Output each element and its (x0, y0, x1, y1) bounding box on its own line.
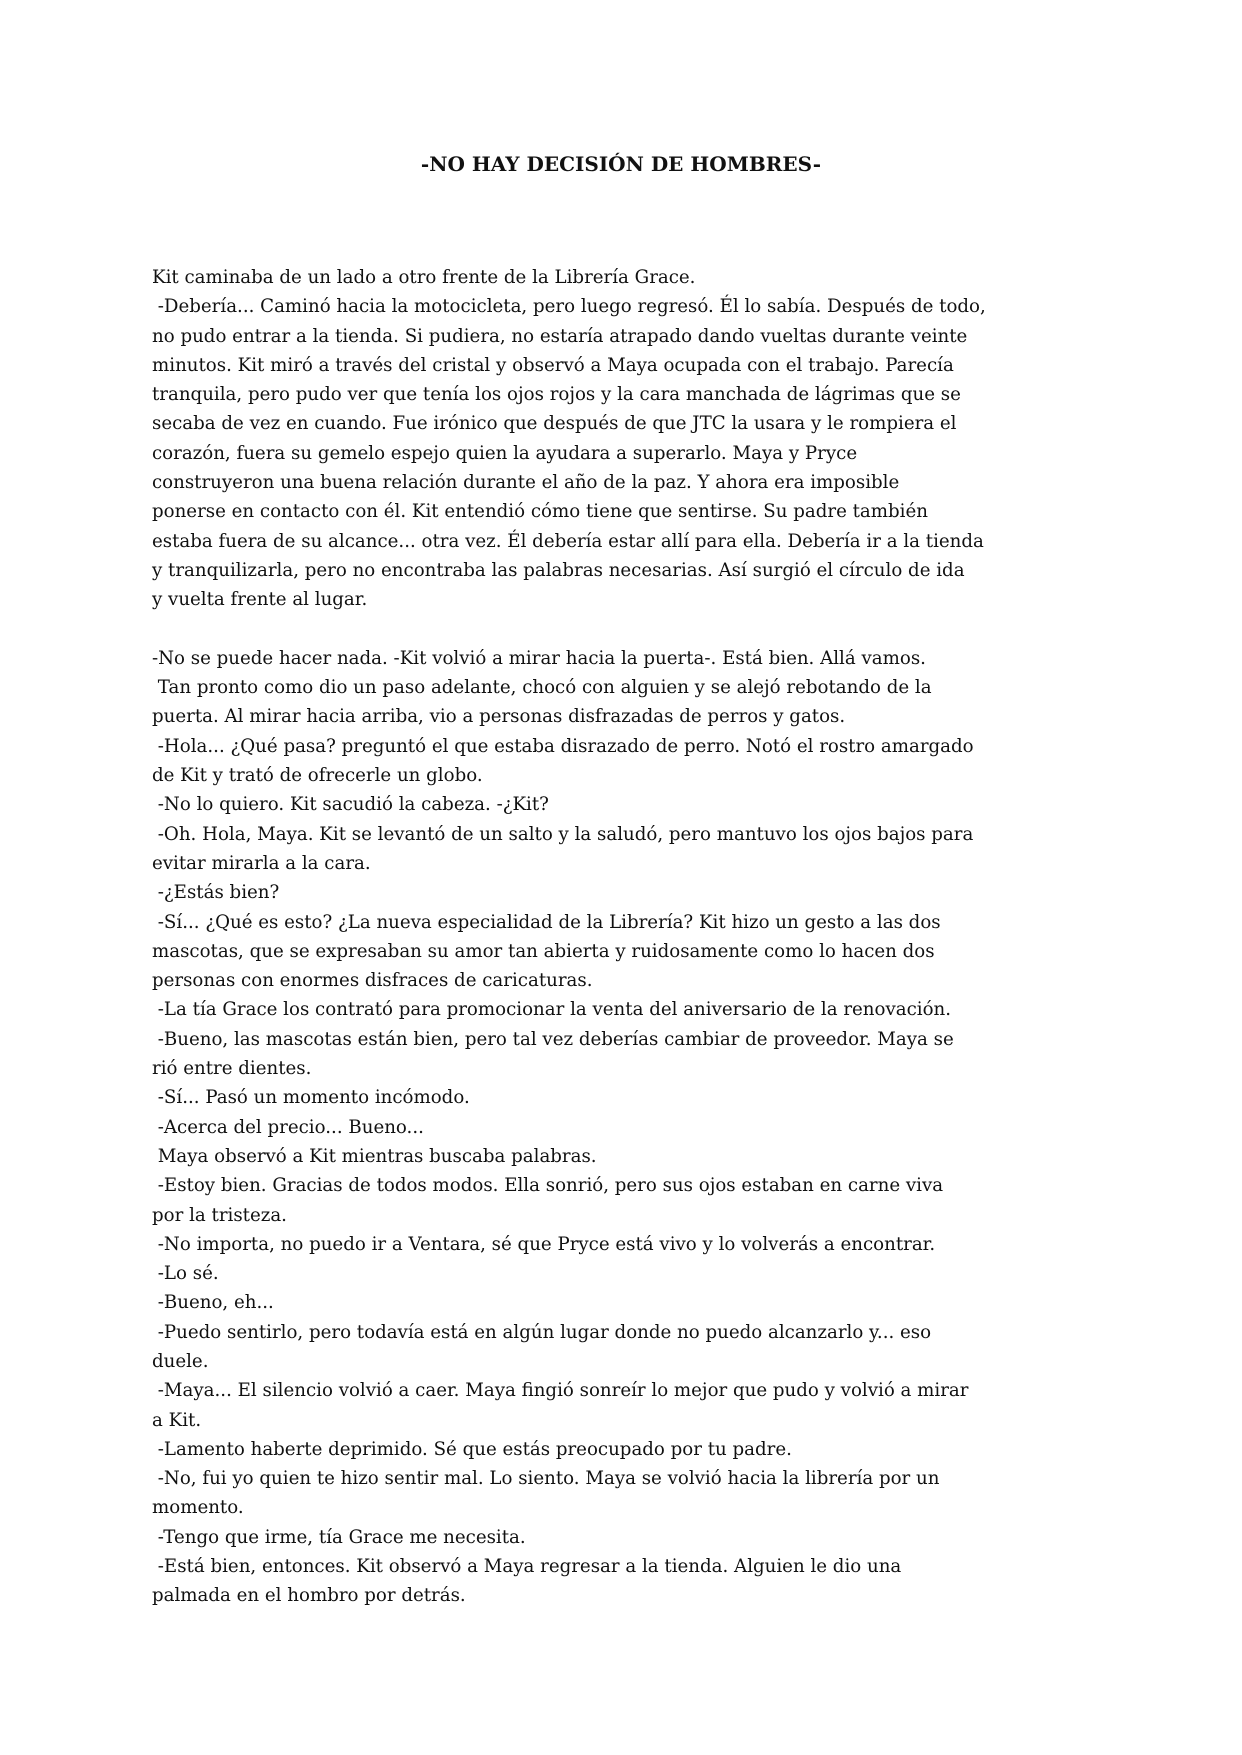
text-line: -Maya... El silencio volvió a caer. Maya fingió sonreír lo mejor que pudo y volvió a mirar (152, 1380, 969, 1402)
text-line: -Bueno, las mascotas están bien, pero tal vez deberías cambiar de proveedor. Maya se (152, 1028, 954, 1050)
text-line: estaba fuera de su alcance... otra vez. Él debería estar allí para ella. Debería ir a la tienda (152, 530, 984, 552)
text-line: -Estoy bien. Gracias de todos modos. Ella sonrió, pero sus ojos estaban en carne viva (152, 1175, 944, 1197)
text-line: construyeron una buena relación durante el año de la paz. Y ahora era imposible (152, 472, 900, 494)
text-line: Maya observó a Kit mientras buscaba palabras. (152, 1145, 597, 1167)
narrative-paragraph (152, 263, 1098, 615)
text-line: secaba de vez en cuando. Fue irónico que después de que JTC la usara y le rompiera el (152, 413, 957, 435)
text-line: -Está bien, entonces. Kit observó a Maya regresar a la tienda. Alguien le dio una (152, 1556, 902, 1578)
text-line: no pudo entrar a la tienda. Si pudiera, no estaría atrapado dando vueltas durante veinte (152, 325, 968, 347)
text-line: momento. (152, 1497, 244, 1519)
text-line: -No se puede hacer nada. -Kit volvió a mirar hacia la puerta-. Está bien. Allá vamos. (152, 647, 926, 669)
dialogue-section (152, 644, 1098, 1611)
text-line: Tan pronto como dio un paso adelante, chocó con alguien y se alejó rebotando de la (152, 677, 932, 699)
text-line: -Tengo que irme, tía Grace me necesita. (152, 1526, 526, 1548)
text-line: -Lamento haberte deprimido. Sé que estás preocupado por tu padre. (152, 1438, 792, 1460)
text-line: duele. (152, 1350, 209, 1372)
text-line: -No importa, no puedo ir a Ventara, sé que Pryce está vivo y lo volverás a encontrar. (152, 1233, 936, 1255)
text-line: -No lo quiero. Kit sacudió la cabeza. -¿Kit? (152, 794, 549, 816)
text-line: rió entre dientes. (152, 1058, 312, 1080)
text-line: y vuelta frente al lugar. (152, 589, 368, 611)
text-line: -Acerca del precio... Bueno... (152, 1116, 424, 1138)
text-line: ponerse en contacto con él. Kit entendió cómo tiene que sentirse. Su padre también (152, 501, 928, 523)
text-line: -Bueno, eh... (152, 1292, 274, 1314)
text-line: de Kit y trató de ofrecerle un globo. (152, 765, 483, 787)
text-line: -Sí... ¿Qué es esto? ¿La nueva especialidad de la Librería? Kit hizo un gesto a las dos (152, 911, 941, 933)
text-line: y tranquilizarla, pero no encontraba las palabras necesarias. Así surgió el círculo de ida (152, 559, 965, 581)
text-line: -Debería... Caminó hacia la motocicleta, pero luego regresó. Él lo sabía. Después de todo, (152, 296, 986, 318)
text-line: mascotas, que se expresaban su amor tan abierta y ruidosamente como lo hacen dos (152, 940, 935, 962)
text-line: Kit caminaba de un lado a otro frente de la Librería Grace. (152, 267, 696, 288)
paragraph-gap (152, 615, 1098, 644)
text-line: -Oh. Hola, Maya. Kit se levantó de un salto y la saludó, pero mantuvo los ojos bajos para (152, 823, 974, 845)
text-line: tranquila, pero pudo ver que tenía los ojos rojos y la cara manchada de lágrimas que se (152, 384, 961, 406)
text-line: -¿Estás bien? (152, 882, 280, 904)
document-title: -NO HAY DECISIÓN DE HOMBRES- (420, 152, 822, 176)
text-line: -Puedo sentirlo, pero todavía está en algún lugar donde no puedo alcanzarlo y... eso (152, 1321, 932, 1343)
text-line: puerta. Al mirar hacia arriba, vio a personas disfrazadas de perros y gatos. (152, 706, 846, 728)
document-body (152, 263, 1098, 1611)
text-line: evitar mirarla a la cara. (152, 852, 371, 874)
text-line: palmada en el hombro por detrás. (152, 1585, 466, 1607)
text-line: minutos. Kit miró a través del cristal y observó a Maya ocupada con el trabajo. Parecía (152, 354, 954, 376)
text-line: corazón, fuera su gemelo espejo quien la ayudara a superarlo. Maya y Pryce (152, 442, 858, 464)
text-line: -La tía Grace los contrató para promocionar la venta del aniversario de la renovación. (152, 999, 952, 1021)
text-line: -No, fui yo quien te hizo sentir mal. Lo siento. Maya se volvió hacia la librería por un (152, 1468, 940, 1490)
text-line: -Hola... ¿Qué pasa? preguntó el que estaba disrazado de perro. Notó el rostro amargado (152, 735, 974, 757)
text-line: por la tristeza. (152, 1204, 287, 1226)
text-line: a Kit. (152, 1409, 202, 1431)
text-line: personas con enormes disfraces de caricaturas. (152, 970, 593, 992)
text-line: -Sí... Pasó un momento incómodo. (152, 1087, 470, 1109)
text-line: -Lo sé. (152, 1263, 219, 1285)
